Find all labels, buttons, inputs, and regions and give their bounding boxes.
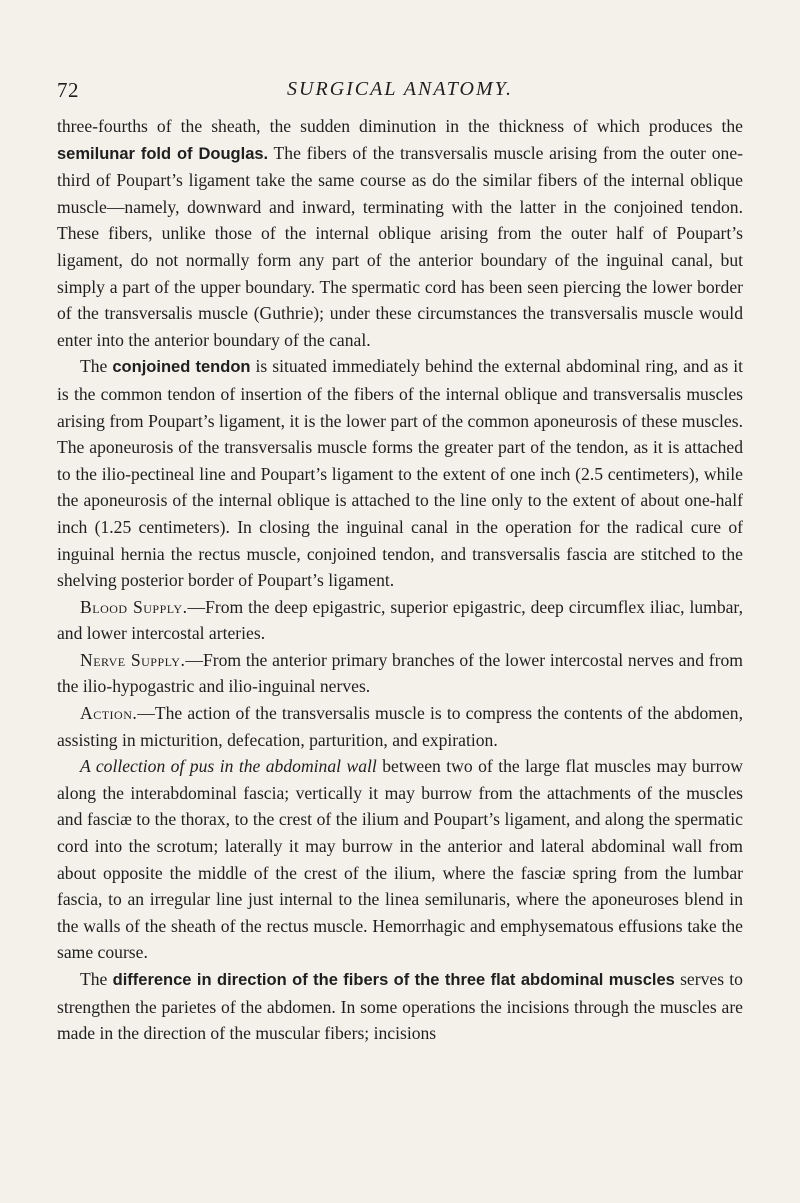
paragraph-text: The: [80, 969, 113, 989]
running-head: [0, 78, 800, 108]
paragraph-text: The fibers of the transversalis muscle arising from the outer one-third of Poupart’s ligament take the same course as do the similar fibers of the internal oblique muscle—namely, downward and inward, terminating with the latter in the conjoined tendon. These fibers, unlike those of the internal oblique arising from the outer half of Poupart’s ligament, do not normally form any part of the anterior boundary of the inguinal canal, but simply a part of the upper boundary. The spermatic cord has been seen piercing the lower border of the transversalis muscle (Guthrie); under these circumstances the transversalis muscle would enter into the anterior boundary of the canal.: [57, 142, 743, 350]
paragraph-text: —The action of the transversalis muscle is to compress the contents of the abdomen, assisting in micturition, defecation, parturition, and expiration.: [57, 703, 743, 750]
body-text: [57, 113, 743, 1047]
paragraph-nerve-supply: [57, 647, 743, 700]
running-title: SURGICAL ANATOMY.: [287, 78, 513, 100]
section-label-blood-supply: Blood Supply.: [80, 596, 188, 617]
italic-term-pus-collection: A collection of pus in the abdominal wall: [80, 756, 377, 777]
paragraph-conjoined-tendon: [57, 353, 743, 593]
paragraph-text: is situated immediately behind the external abdominal ring, and as it is the common tendon of insertion of the fibers of the internal oblique and transversalis muscles arising from Poupart’s ligament, it is the lower part of the common aponeurosis of these muscles. The aponeurosis of the transversalis muscle forms the greater part of the tendon, as it is attached to the ilio-pectineal line and Poupart’s ligament to the extent of one inch (2.5 centimeters), while the aponeurosis of the internal oblique is attached to the line only to the extent of about one-half inch (1.25 centimeters). In closing the inguinal canal in the operation for the radical cure of inguinal hernia the rectus muscle, conjoined tendon, and transversalis fascia are stitched to the shelving posterior border of Poupart’s ligament.: [57, 356, 743, 591]
paragraph-fiber-direction: [57, 966, 743, 1047]
paragraph-text: serves to strengthen the parietes of the abdomen. In some operations the incisions through the muscles are made in the direction of the muscular fibers; incisions: [57, 969, 743, 1044]
section-label-action: Action.: [80, 703, 138, 724]
paragraph-text: three-fourths of the sheath, the sudden diminution in the thickness of which produces the: [57, 116, 743, 136]
section-label-nerve-supply: Nerve Supply.: [80, 649, 186, 670]
paragraph-text: —From the anterior primary branches of the lower intercostal nerves and from the ilio-hypogastric and ilio-inguinal nerves.: [57, 649, 743, 697]
paragraph-blood-supply: [57, 594, 743, 647]
paragraph-text: The: [80, 356, 113, 377]
bold-term-semilunar-fold: semilunar fold of Douglas.: [57, 144, 269, 163]
paragraph-action: [57, 700, 743, 753]
paragraph-sheath-continuation: [57, 113, 743, 353]
page-number: 72: [57, 78, 79, 102]
paragraph-text: —From the deep epigastric, superior epigastric, deep circumflex iliac, lumbar, and lower intercostal arteries.: [57, 596, 743, 644]
bold-term-fiber-direction: difference in direction of the fibers of the three flat abdominal muscles: [112, 971, 675, 989]
paragraph-text: between two of the large flat muscles may burrow along the interabdominal fascia; vertically it may burrow from the attachments of the muscles and fasciæ to the thorax, to the crest of the ilium and Poupart’s ligament, and along the spermatic cord into the scrotum; laterally it may burrow in the anterior and lateral abdominal wall from about opposite the middle of the crest of the ilium, where the fasciæ spring from the lumbar fascia, to an irregular line just internal to the linea semilunaris, where the aponeuroses blend in the walls of the sheath of the rectus muscle. Hemorrhagic and emphysematous effusions take the same course.: [57, 756, 743, 963]
bold-term-conjoined-tendon: conjoined tendon: [112, 358, 251, 377]
paragraph-pus-collection: [57, 753, 743, 966]
